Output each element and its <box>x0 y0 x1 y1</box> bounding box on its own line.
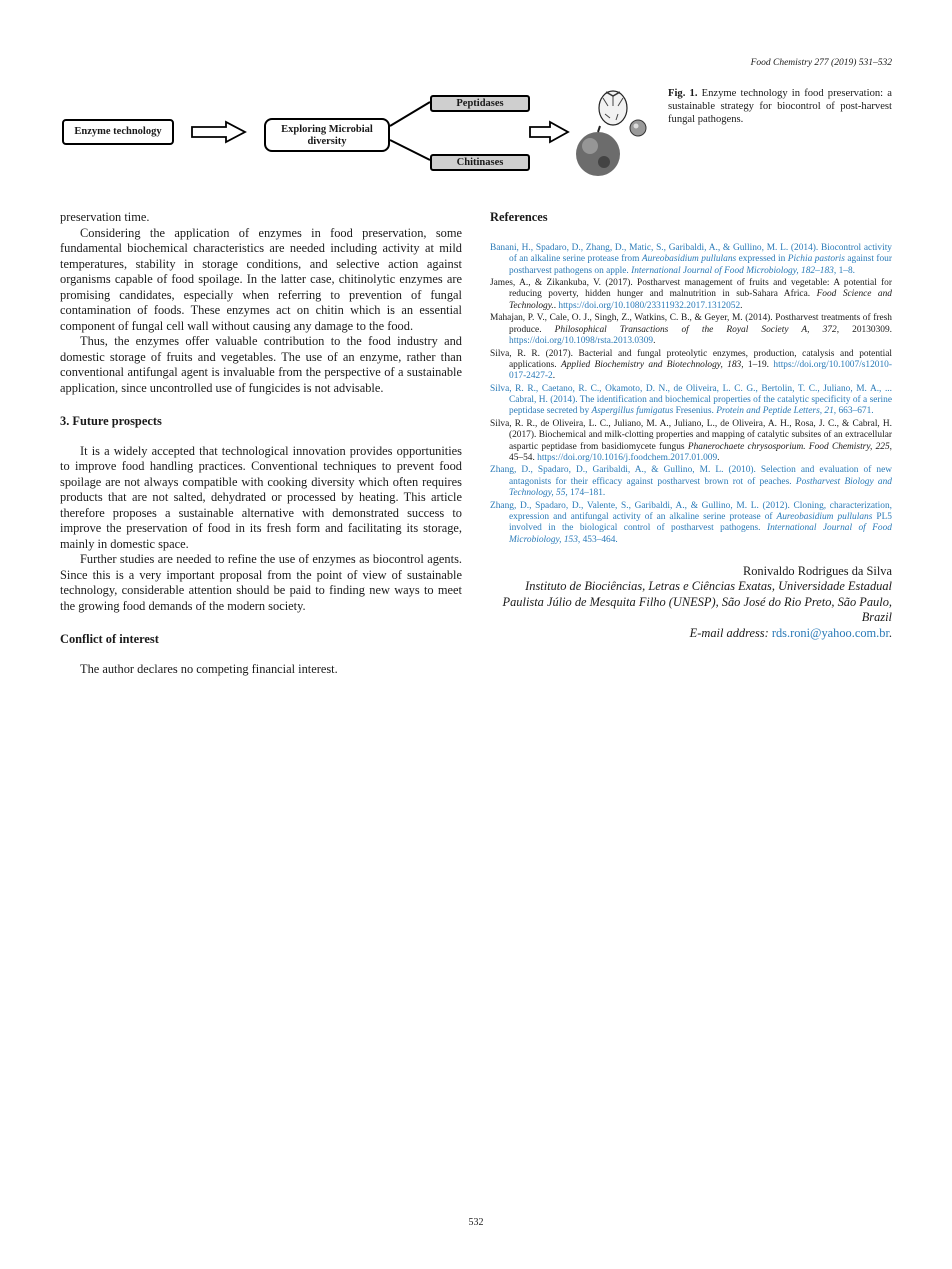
ref-journal: Philosophical Transactions of the Royal Society A, 372 <box>554 324 837 335</box>
doi-link[interactable]: https://doi.org/10.1016/j.foodchem.2017.01.009 <box>537 452 718 463</box>
ref-text: Zhang, D., Spadaro, D., Valente, S., Garibaldi, A., & Gullino, M. L. (2012). Cloning, characterization, expression and antifungal activity of an alkaline serine protease of <box>490 500 892 522</box>
peptidases-label: Peptidases <box>456 98 504 109</box>
ref-text: expressed in <box>736 254 788 265</box>
figure-caption <box>668 87 892 127</box>
reference-item[interactable] <box>490 501 892 546</box>
ref-journal: Food Science and Technology. <box>509 289 892 311</box>
author-email-line <box>490 626 892 642</box>
ref-text: Mahajan, P. V., Cale, O. J., Singh, Z., Watkins, C. B., & Geyer, M. (2014). Postharvest treatments of fresh produce. <box>490 313 892 335</box>
paragraph: Further studies are needed to refine the use of enzymes as biocontrol agents. Since this is a very important proposal from the point of view of sustainable technology, considerable attention should be paid to finding new ways to meet the growing food demands of the modern society. <box>60 552 462 613</box>
doi-link[interactable]: https://doi.org/10.1007/s12010-017-2427-2 <box>509 359 892 382</box>
doi-link[interactable]: https://doi.org/10.1080/23311932.2017.1312052 <box>558 300 741 311</box>
ref-text: , 663–671. <box>833 406 874 417</box>
doi-link[interactable]: https://doi.org/10.1098/rsta.2013.0309 <box>509 335 654 346</box>
berry-icon <box>630 120 646 136</box>
enzyme-technology-label: Enzyme technology <box>74 126 162 137</box>
strawberry-icon <box>599 91 627 125</box>
ref-text: Zhang, D., Spadaro, D., Garibaldi, A., & Gullino, M. L. (2010). Selection and evaluation of new antagonists for their efficacy against postharvest brown rot of peaches. <box>490 465 892 487</box>
ref-italic: Aspergillus fumigatus <box>591 406 674 417</box>
email-end: . <box>888 625 892 640</box>
ref-text: against four postharvest pathogens on apple. <box>509 254 892 276</box>
references-heading: References <box>490 210 548 224</box>
ref-text: . <box>653 335 656 346</box>
ref-text: James, A., & Zikankuba, V. (2017). Postharvest management of fruits and vegetable: A potential for reducing poverty, hidden hunger and malnutrition in sub-Sahara Africa. <box>490 278 892 300</box>
ref-journal: Protein and Peptide Letters, 21 <box>716 406 834 417</box>
chitinases-label: Chitinases <box>456 157 504 168</box>
author-block <box>490 564 892 642</box>
reference-item[interactable] <box>490 465 892 499</box>
reference-item[interactable] <box>490 243 892 277</box>
paragraph: Considering the application of enzymes in food preservation, some fundamental biochemical characteristics are needed including activity at mild temperatures, stability in storage conditions, and selective action against organisms capable of food spoilage. In the latter case, chitinolytic enzymes are promising candidates, especially when referring to prevention of fungal contamination of foods. These enzymes act on chitin which is an essential component of fungal cell wall without causing any damage to the food. <box>60 225 462 333</box>
reference-item <box>490 419 892 464</box>
paragraph: Thus, the enzymes offer valuable contribution to the food industry and domestic storage of fruits and vegetables. The use of an enzyme, rather than conventional antifungal agent is invaluable from the perspective of a sustainable application, since uncontrolled use of fungicides is not advisable. <box>60 334 462 395</box>
paragraph-continuation: preservation time. <box>60 210 150 224</box>
section-heading-conflict: Conflict of interest <box>60 632 159 646</box>
ref-journal: Postharvest Biology and Technology, 55 <box>509 476 892 499</box>
exploring-diversity-label: Exploring Microbial diversity <box>281 124 373 147</box>
ref-text: . <box>740 300 743 311</box>
apple-icon <box>576 126 620 176</box>
reference-item <box>490 349 892 383</box>
exploring-diversity-box <box>264 118 390 152</box>
ref-text: PL5 involved in the biological control of postharvest pathogens. <box>509 511 892 534</box>
ref-text: Silva, R. R., Caetano, R. C., Okamoto, D. N., de Oliveira, L. C. G., Bertolin, T. C., Juliano, M. A., ... Cabral, H. (2014). The identification and biochemical properties of the catalytic specificity of a serine peptidase secreted by <box>490 383 892 417</box>
right-column <box>490 210 892 641</box>
email-link[interactable]: rds.roni@yahoo.com.br <box>771 625 889 640</box>
ref-text: Silva, R. R. (2017). Bacterial and fungal proteolytic enzymes, production, catalysis and potential applications. <box>490 348 892 370</box>
reference-list <box>490 243 892 546</box>
branch-line-bottom <box>390 140 430 160</box>
running-head: Food Chemistry 277 (2019) 531–532 <box>750 58 892 68</box>
left-column <box>60 210 462 677</box>
ref-text: . <box>717 452 720 463</box>
ref-journal: Applied Biochemistry and Biotechnology, 183 <box>561 359 742 370</box>
ref-italic: Aureobasidium pullulans <box>776 511 873 522</box>
enzyme-technology-box <box>62 119 174 145</box>
ref-text: , 453–464. <box>577 534 618 545</box>
arrow-right-icon <box>530 122 568 142</box>
arrow-right-icon <box>192 122 245 142</box>
ref-journal: Phanerochaete chrysosporium. Food Chemistry, 225 <box>687 441 890 452</box>
paragraph: It is a widely accepted that technological innovation provides opportunities to improve food handling practices. Conventional techniques to prevent food spoilage are not always compatible with cooking diversity which often requires products that are not salted, dehydrated or processed by heating. This article therefore proposes a sustainable alternative with demonstrated success to improve the preservation of food in its fresh form and facilitating its storage, mainly in domestic space. <box>60 443 462 551</box>
ref-text: Fresenius. <box>673 406 717 417</box>
ref-text: , 174–181. <box>565 488 606 499</box>
section-heading-future-prospects: 3. Future prospects <box>60 414 162 428</box>
ref-text: Silva, R. R., de Oliveira, L. C., Juliano, M. A., Juliano, L., de Oliveira, A. H., Rosa, J. C., & Cabral, H. (2017). Biochemical and milk-clotting properties and mapping of catalytic subsites of an extracellular aspartic peptidase from basidiomycete fungus <box>490 418 892 452</box>
branch-line-top <box>390 102 430 126</box>
figure-1 <box>60 88 660 180</box>
ref-text: , 1–19. <box>741 359 774 370</box>
ref-text: Banani, H., Spadaro, D., Zhang, D., Matic, S., Garibaldi, A., & Gullino, M. L. (2014). Biocontrol activity of an alkaline serine protease from <box>490 243 892 265</box>
ref-text: , 45–54. <box>509 441 892 463</box>
author-name: Ronivaldo Rodrigues da Silva <box>742 563 892 578</box>
peptidases-box <box>430 95 530 112</box>
ref-text: . <box>552 371 556 382</box>
reference-item[interactable] <box>490 384 892 418</box>
figure-caption-label: Fig. 1. <box>668 88 698 99</box>
figure-caption-text: Enzyme technology in food preservation: a sustainable strategy for biocontrol of post-harvest fungal pathogens. <box>668 88 892 126</box>
ref-text: , 20130309. <box>836 324 892 335</box>
ref-italic: Pichia pastoris <box>787 254 845 265</box>
ref-italic: Aureobasidium pullulans <box>641 254 737 265</box>
ref-text: , 1–8. <box>833 265 855 276</box>
email-label: E-mail address: <box>689 625 769 640</box>
reference-item <box>490 313 892 347</box>
author-affiliation: Instituto de Biociências, Letras e Ciências Exatas, Universidade Estadual Paulista Júlio de Mesquita Filho (UNESP), São José do Rio Preto, São Paulo, Brazil <box>502 579 892 625</box>
ref-journal: International Journal of Food Microbiology, 182–183 <box>631 265 834 276</box>
page-number: 532 <box>468 1217 484 1228</box>
ref-text: . <box>553 300 559 311</box>
reference-item <box>490 278 892 312</box>
ref-journal: International Journal of Food Microbiology, 153 <box>509 523 892 545</box>
conflict-statement: The author declares no competing financial interest. <box>80 661 338 676</box>
chitinases-box <box>430 154 530 171</box>
